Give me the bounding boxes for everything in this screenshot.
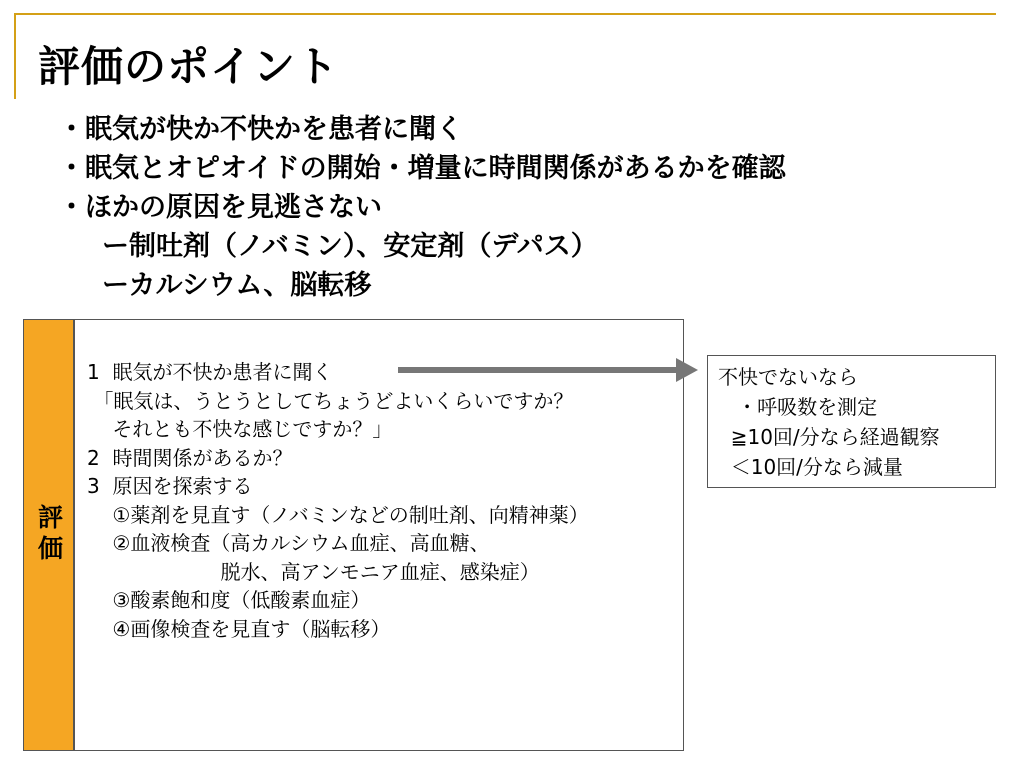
title-side-rule <box>14 13 16 99</box>
side-note-box <box>707 355 996 488</box>
step-line: ④画像検査を見直す（脳転移） <box>87 616 391 641</box>
title-top-rule <box>14 13 996 15</box>
side-note-line: ・呼吸数を測定 <box>718 395 878 419</box>
side-note-line: ≧10回/分なら経過観察 <box>718 425 940 449</box>
slide-title: 評価のポイント <box>38 42 340 91</box>
evaluation-label: 評価 <box>34 504 64 566</box>
bullet-item: ・眠気が快か不快かを患者に聞く <box>58 114 463 145</box>
sub-bullet-item: ーカルシウム、脳転移 <box>102 270 372 301</box>
step-line: 「眠気は、うとうとしてちょうどよいくらいですか？ <box>87 388 574 413</box>
step-line: 2 時間関係があるか？ <box>87 445 293 470</box>
step-line: ③酸素飽和度（低酸素血症） <box>87 588 371 612</box>
evaluation-steps-text <box>87 358 589 643</box>
sub-bullet-item: ー制吐剤（ノバミン）、安定剤（デパス） <box>102 231 598 262</box>
arrow-right-icon <box>676 358 698 382</box>
arrow-line <box>398 367 681 373</box>
bullet-item: ・眠気とオピオイドの開始・増量に時間関係があるかを確認 <box>58 153 786 184</box>
step-line: それとも不快な感じですか？」 <box>87 417 393 441</box>
step-line: 脱水、高アンモニア血症、感染症） <box>87 559 540 584</box>
bullet-list <box>58 110 786 305</box>
step-line: ②血液検査（高カルシウム血症、高血糖、 <box>87 531 490 555</box>
bullet-item: ・ほかの原因を見逃さない <box>58 192 382 223</box>
evaluation-steps-box <box>74 319 684 751</box>
side-note-line: ＜10回/分なら減量 <box>718 455 903 479</box>
evaluation-label-box <box>23 319 74 751</box>
side-note-line: 不快でないなら <box>718 365 858 389</box>
step-line: 1 眠気が不快か患者に聞く <box>87 360 333 384</box>
step-line: ①薬剤を見直す（ノバミンなどの制吐剤、向精神薬） <box>87 502 589 527</box>
step-line: 3 原因を探索する <box>87 474 253 498</box>
